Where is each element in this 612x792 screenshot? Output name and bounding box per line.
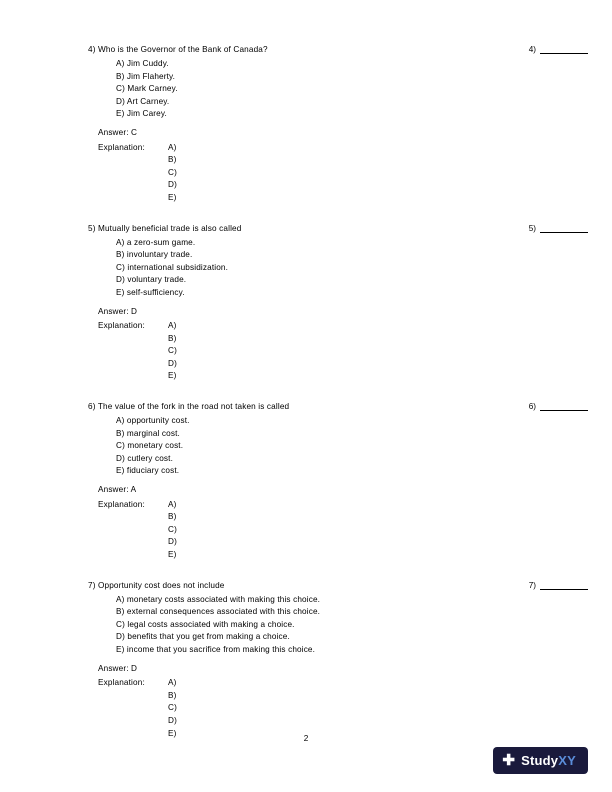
explanation-item-c: C) [168, 703, 177, 713]
explanation-list [168, 320, 177, 383]
answer-blank-line[interactable] [540, 401, 588, 411]
choice-a[interactable]: A) opportunity cost. [116, 416, 190, 426]
explanation-item-b: B) [168, 512, 177, 522]
choice-list [116, 594, 588, 657]
question-text: 5) Mutually beneficial trade is also called [88, 223, 242, 233]
question-text: 4) Who is the Governor of the Bank of Canada? [88, 45, 268, 54]
brand-name [521, 753, 576, 768]
explanation-label: Explanation: [98, 321, 145, 331]
explanation-section [98, 677, 588, 740]
explanation-item-d: D) [168, 537, 177, 547]
choice-c[interactable]: C) Mark Carney. [116, 84, 178, 94]
explanation-label: Explanation: [98, 678, 145, 688]
explanation-item-d: D) [168, 358, 177, 368]
explanation-item-e: E) [168, 371, 177, 381]
answer-blank-line[interactable] [540, 223, 588, 233]
choice-a[interactable]: A) Jim Cuddy. [116, 59, 169, 68]
studyxy-logo[interactable] [493, 747, 588, 774]
explanation-list [168, 499, 177, 562]
explanation-item-c: C) [168, 524, 177, 534]
choice-d[interactable]: D) voluntary trade. [116, 275, 187, 285]
answer-blank-line[interactable] [540, 44, 588, 54]
answer-line: Answer: D [98, 663, 138, 673]
choice-b[interactable]: B) marginal cost. [116, 428, 180, 438]
choice-b[interactable]: B) involuntary trade. [116, 250, 193, 260]
explanation-item-d: D) [168, 180, 177, 190]
explanation-section [98, 499, 588, 562]
question-header-row [88, 580, 588, 592]
page-number: 2 [303, 734, 309, 743]
question-header-row [88, 223, 588, 235]
answer-blank-number: 6) [528, 402, 536, 412]
question-header-row [88, 401, 588, 413]
question-text: 6) The value of the fork in the road not taken is called [88, 402, 290, 412]
answer-line: Answer: C [98, 127, 138, 137]
answer-blank [529, 223, 588, 235]
answer-blank [529, 44, 588, 56]
choice-e[interactable]: E) income that you sacrifice from making this choice. [116, 644, 316, 654]
choice-e[interactable]: E) fiduciary cost. [116, 466, 180, 476]
explanation-item-e: E) [168, 728, 177, 738]
explanation-label: Explanation: [98, 142, 145, 152]
choice-b[interactable]: B) external consequences associated with this choice. [116, 607, 321, 617]
choice-d[interactable]: D) benefits that you get from making a choice. [116, 632, 290, 642]
explanation-item-a: A) [168, 321, 177, 331]
choice-list [116, 415, 588, 478]
choice-d[interactable]: D) Art Carney. [116, 96, 170, 106]
choice-e[interactable]: E) Jim Carey. [116, 109, 167, 119]
explanation-item-b: B) [168, 155, 177, 165]
choice-c[interactable]: C) monetary cost. [116, 441, 184, 451]
question-block [88, 580, 588, 741]
choice-e[interactable]: E) self-sufficiency. [116, 287, 185, 297]
explanation-item-b: B) [168, 333, 177, 343]
choice-d[interactable]: D) cutlery cost. [116, 453, 173, 463]
brand-name-main: Study [521, 753, 559, 768]
answer-line: Answer: A [98, 485, 137, 495]
explanation-item-e: E) [168, 192, 177, 202]
choice-list [116, 237, 588, 300]
choice-a[interactable]: A) a zero-sum game. [116, 237, 196, 247]
explanation-item-c: C) [168, 167, 177, 177]
answer-blank-number: 4) [528, 45, 536, 54]
explanation-item-b: B) [168, 690, 177, 700]
questions-container [88, 44, 588, 758]
choice-c[interactable]: C) legal costs associated with making a choice. [116, 619, 295, 629]
brand-name-accent: XY [558, 753, 576, 768]
explanation-label: Explanation: [98, 499, 145, 509]
answer-blank-line[interactable] [540, 580, 588, 590]
explanation-section [98, 142, 588, 205]
explanation-item-a: A) [168, 499, 177, 509]
answer-blank-number: 7) [528, 580, 536, 590]
plus-icon: ✚ [502, 751, 516, 769]
explanation-list [168, 142, 177, 205]
explanation-item-d: D) [168, 715, 177, 725]
answer-blank [529, 401, 588, 413]
answer-blank [529, 580, 588, 592]
explanation-section [98, 320, 588, 383]
explanation-item-e: E) [168, 550, 177, 559]
answer-blank-number: 5) [528, 223, 536, 233]
explanation-list [168, 677, 177, 740]
choice-list [116, 58, 588, 121]
question-header-row [88, 44, 588, 56]
choice-a[interactable]: A) monetary costs associated with making this choice. [116, 594, 321, 604]
answer-line: Answer: D [98, 306, 138, 316]
explanation-item-c: C) [168, 346, 177, 356]
question-block [88, 401, 588, 562]
explanation-item-a: A) [168, 678, 177, 688]
question-text: 7) Opportunity cost does not include [88, 580, 225, 590]
question-block [88, 44, 588, 205]
choice-b[interactable]: B) Jim Flaherty. [116, 71, 176, 81]
explanation-item-a: A) [168, 142, 177, 152]
choice-c[interactable]: C) international subsidization. [116, 262, 229, 272]
question-block [88, 223, 588, 384]
